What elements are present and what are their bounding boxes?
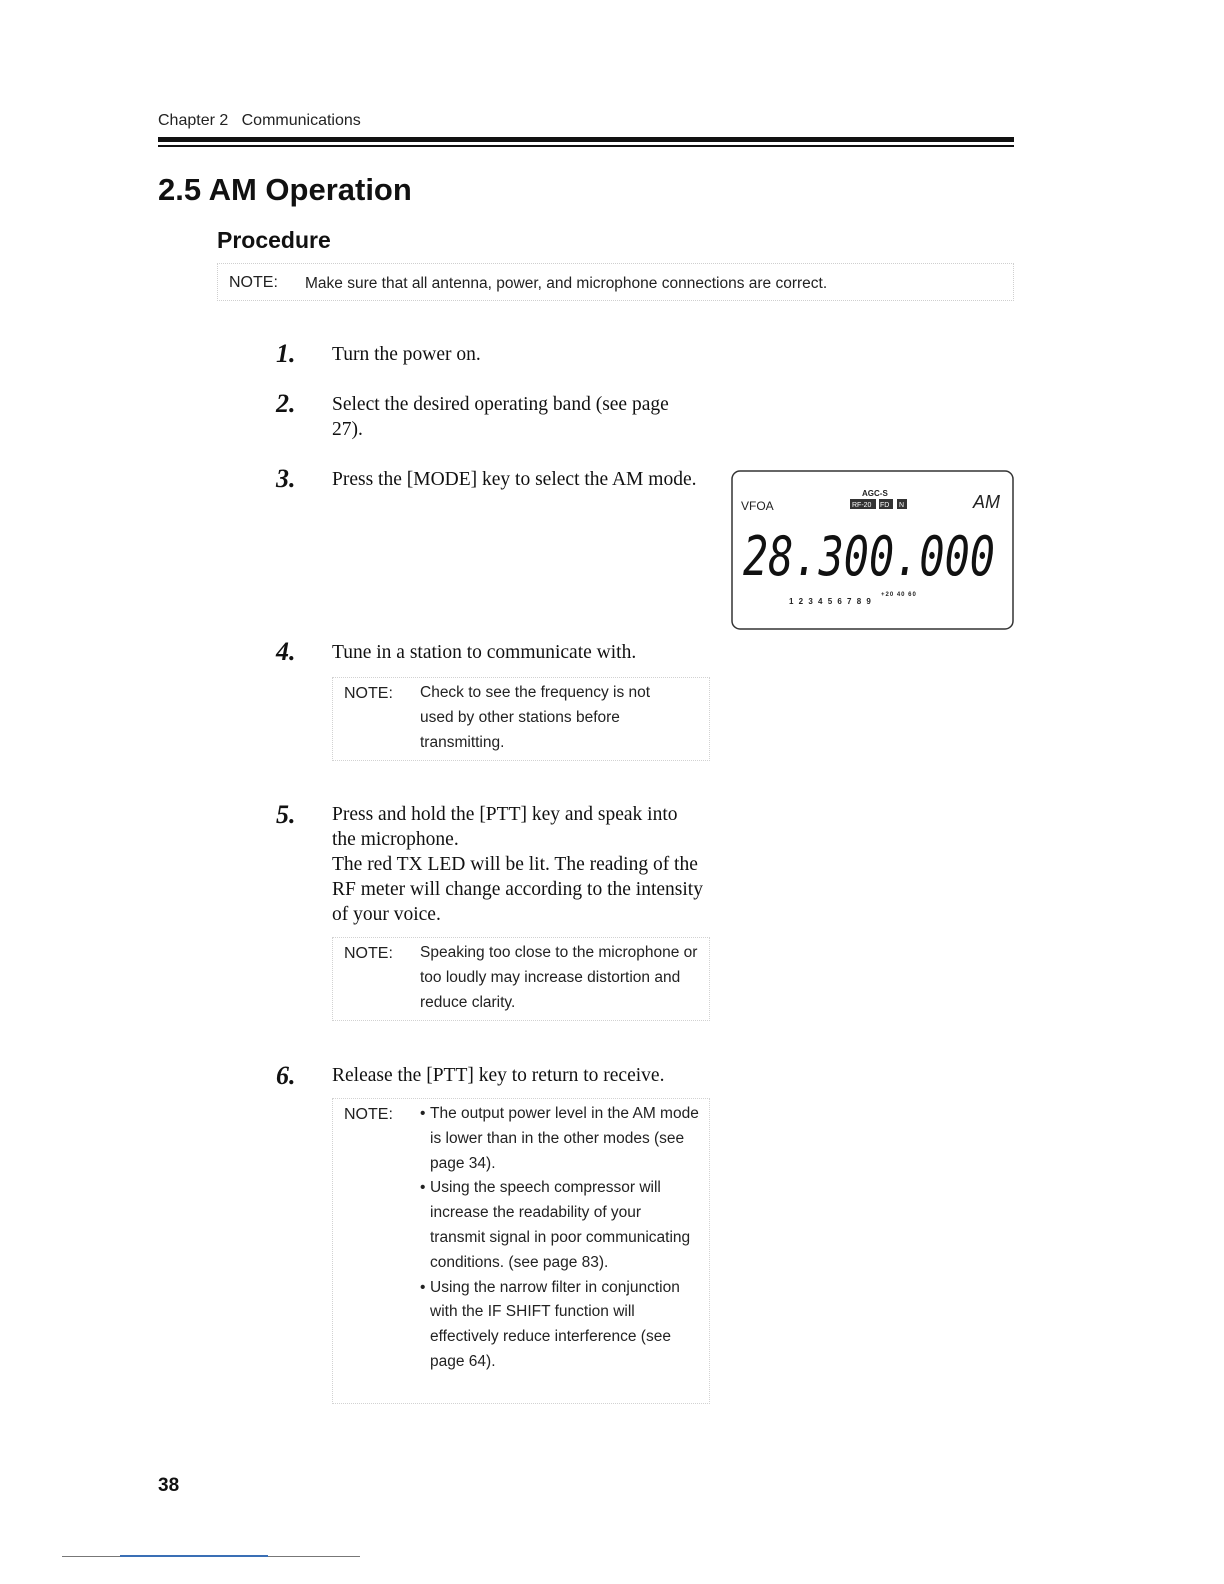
section-title <box>158 172 412 208</box>
radio-lcd-display <box>731 470 1014 630</box>
step-text: Press and hold the [PTT] key and speak into the microphone. <box>332 804 678 850</box>
note-bullet: • Using the speech compressor will increase the readability of your transmit signal in poor communicating conditions. (see page 83). <box>420 1176 700 1275</box>
note-bullet: • Using the narrow filter in conjunction with the IF SHIFT function will effectively reduce interference (see page 64). <box>420 1276 700 1375</box>
note-text: Make sure that all antenna, power, and microphone connections are correct. <box>305 275 828 292</box>
note-label: NOTE: <box>344 1106 393 1123</box>
step-text: Select the desired operating band (see page 27). <box>332 394 669 440</box>
step-text: Press the [MODE] key to select the AM mode. <box>332 469 697 490</box>
vfo-label: VFOA <box>741 499 774 513</box>
step-text: Release the [PTT] key to return to receive. <box>332 1065 665 1086</box>
frequency-readout: 28.300.000 <box>743 525 995 588</box>
note-text: Check to see the frequency is not used by other stations before transmitting. <box>420 684 651 751</box>
note-bullet-list <box>420 1102 700 1375</box>
chapter-label: Chapter 2 <box>158 112 229 129</box>
badge-rf-text: RF-20 <box>852 502 872 509</box>
chapter-title: Communications <box>241 112 361 129</box>
s-meter-scale: 1 2 3 4 5 6 7 8 9 <box>789 597 873 606</box>
step-note <box>332 677 710 761</box>
badge-fd-text: FD <box>880 502 890 509</box>
top-note <box>217 263 1014 301</box>
step-text-block <box>332 802 704 927</box>
step-number: 5. <box>276 800 296 829</box>
note-text: Speaking too close to the microphone or too loudly may increase distortion and reduce clarity. <box>420 944 698 1011</box>
step-extra-text: The red TX LED will be lit. The reading of the RF meter will change according to the intensity of your voice. <box>332 854 703 925</box>
header-rule-thin <box>158 145 1014 147</box>
running-header <box>158 112 361 130</box>
note-label: NOTE: <box>344 685 393 702</box>
step-number: 3. <box>276 464 296 493</box>
step-number: 6. <box>276 1061 296 1090</box>
section-heading: AM Operation <box>208 172 412 207</box>
note-label: NOTE: <box>229 274 278 291</box>
step-note <box>332 937 710 1021</box>
plus-db-scale: +20 40 60 <box>881 592 917 598</box>
note-label: NOTE: <box>344 945 393 962</box>
step-number: 1. <box>276 339 296 368</box>
subsection-title: Procedure <box>217 227 331 253</box>
step-text: Turn the power on. <box>332 344 481 365</box>
mode-label: AM <box>973 492 1000 512</box>
step-text: Tune in a station to communicate with. <box>332 642 637 663</box>
step-number: 2. <box>276 389 296 418</box>
step-number: 4. <box>276 637 296 666</box>
section-number: 2.5 <box>158 172 202 207</box>
page-number: 38 <box>158 1475 180 1496</box>
step-note <box>332 1098 710 1404</box>
agc-label: AGC-S <box>862 489 888 498</box>
note-bullet: • The output power level in the AM mode is lower than in the other modes (see page 34). <box>420 1102 700 1176</box>
badge-n-text: N <box>899 502 905 509</box>
header-rule <box>158 137 1014 142</box>
footer-accent-rule <box>120 1555 268 1557</box>
